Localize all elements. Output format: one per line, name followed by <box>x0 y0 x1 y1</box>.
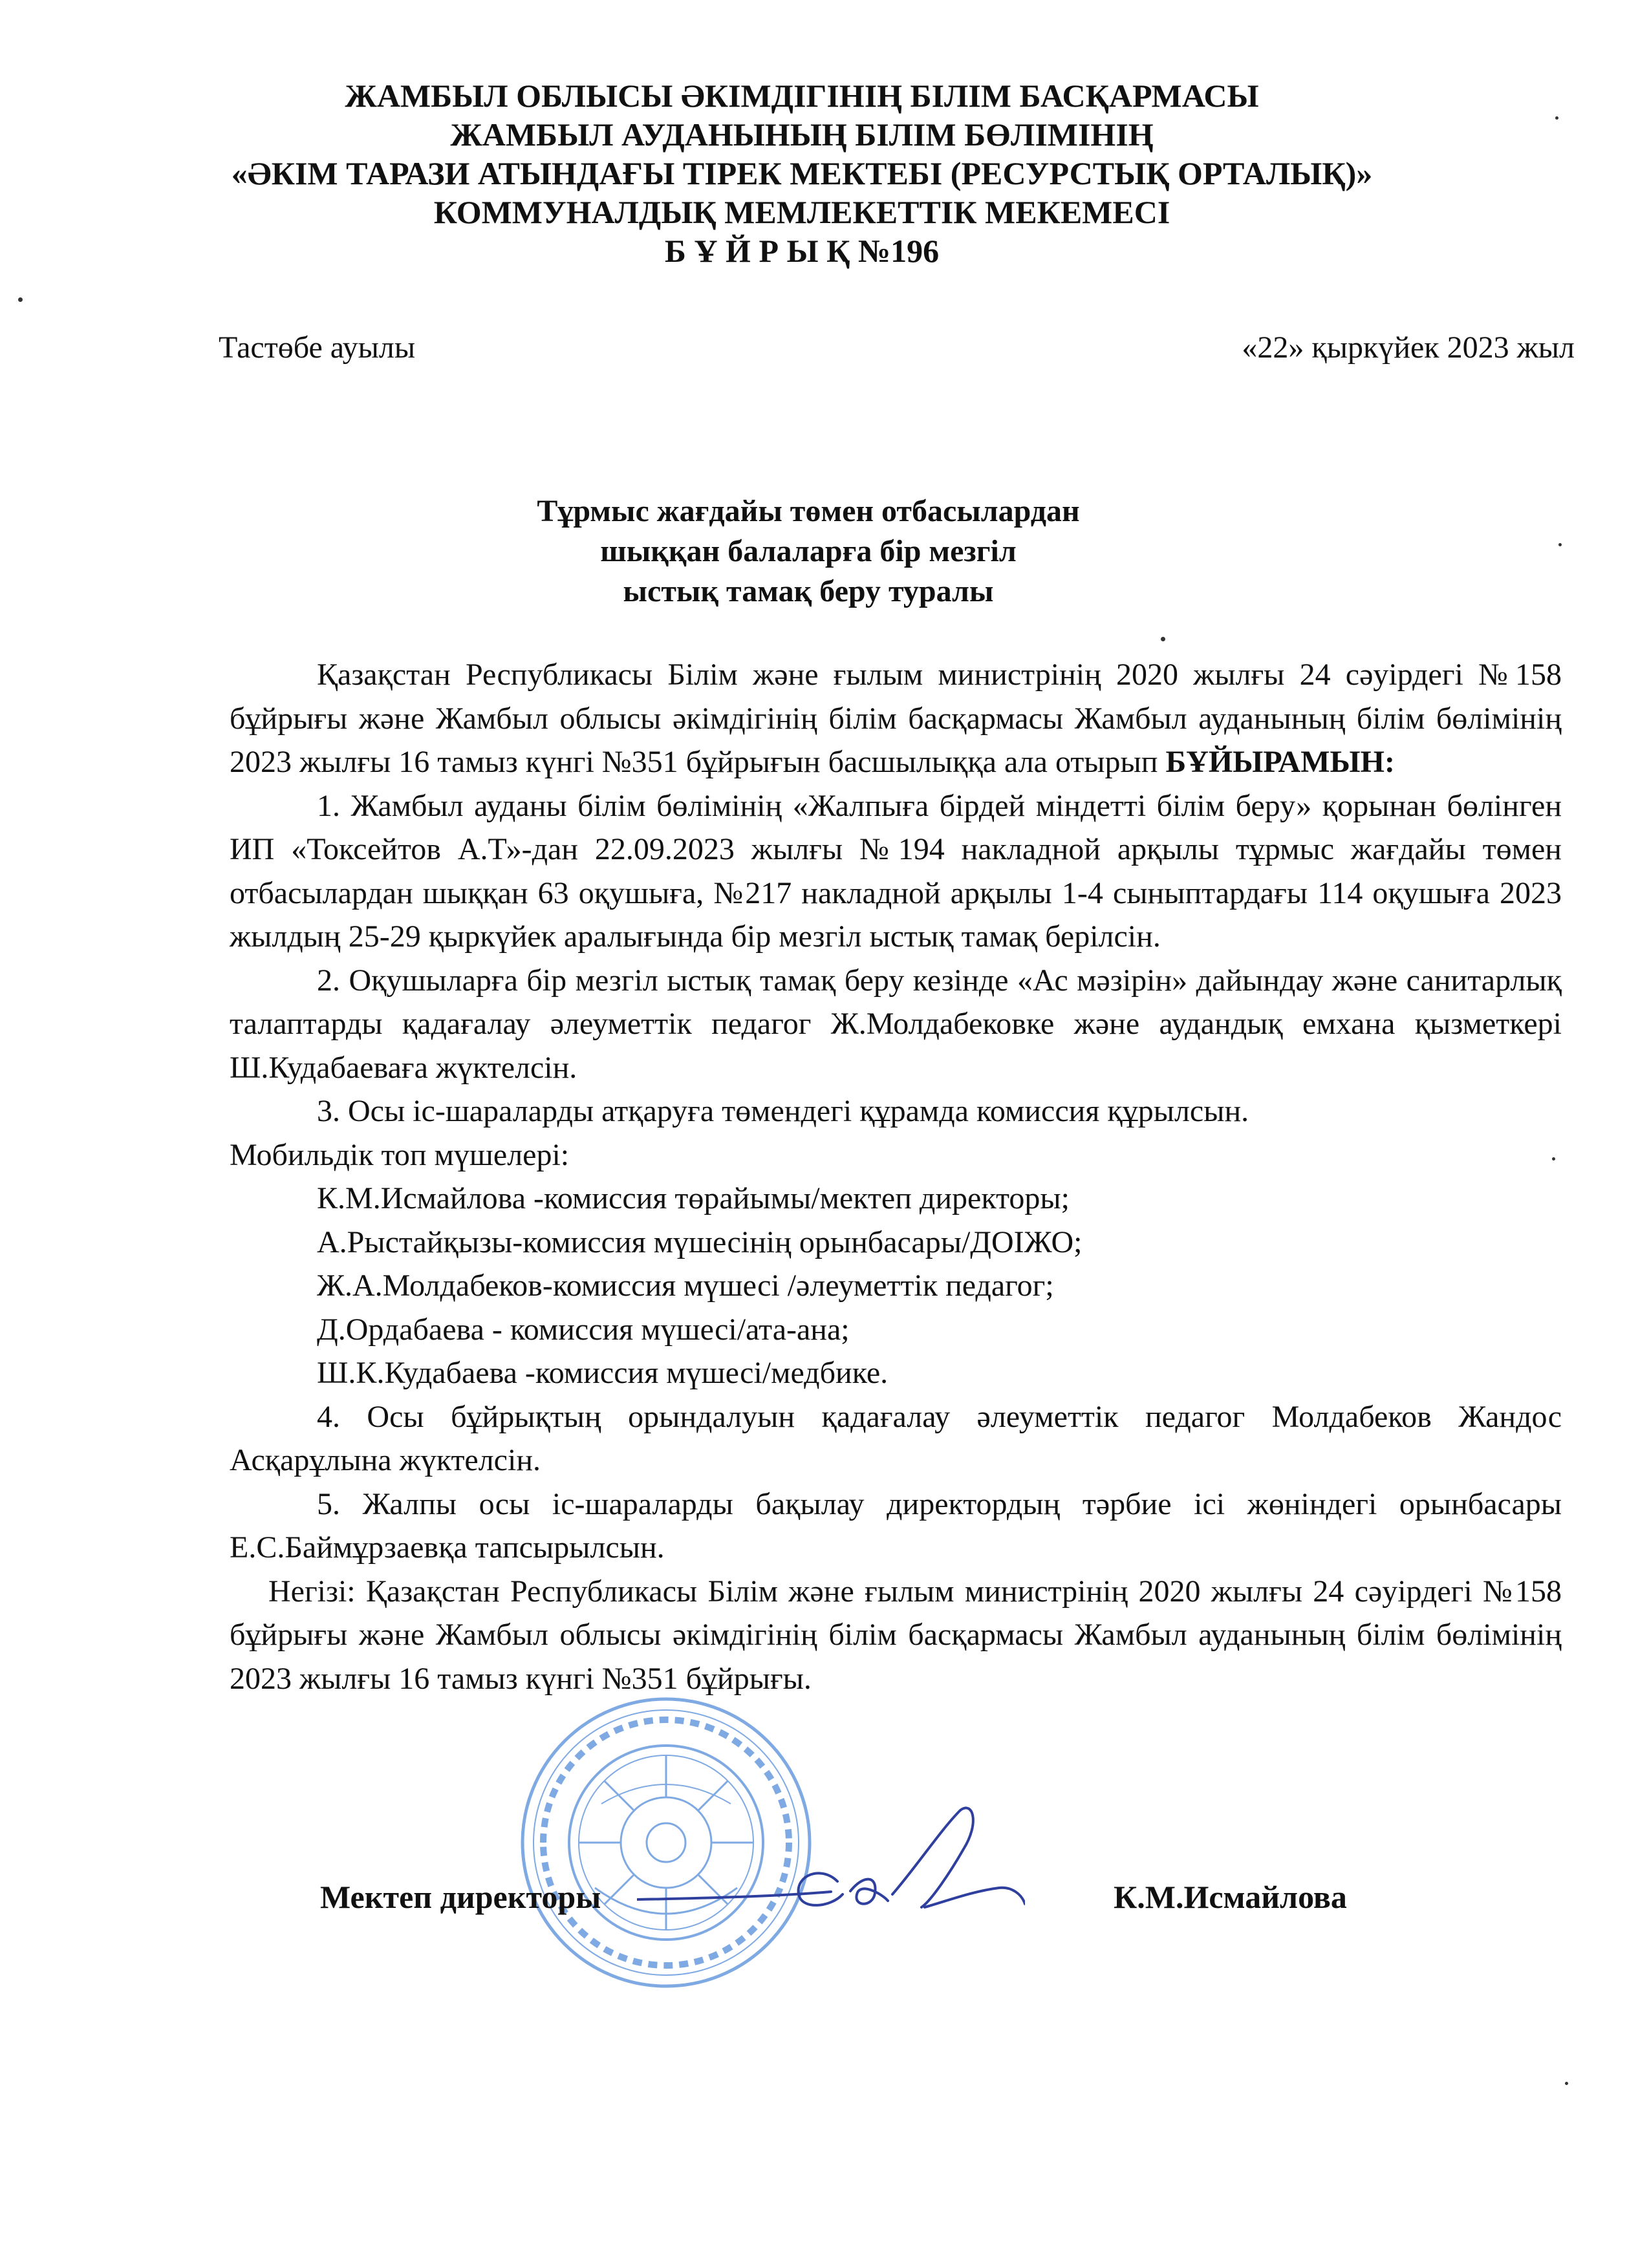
document-header <box>194 76 1410 270</box>
mobile-group-heading: Мобильдік топ мүшелері: <box>230 1137 570 1172</box>
member-item: К.М.Исмайлова -комиссия төрайымы/мектеп директоры; <box>317 1181 1070 1215</box>
order-word: БҰЙЫРАМЫН: <box>1165 745 1395 779</box>
intro-paragraph <box>230 653 1562 784</box>
header-line-4: КОММУНАЛДЫҚ МЕМЛЕКЕТТІК МЕКЕМЕСІ <box>433 194 1170 230</box>
signatory-role: Мектеп директоры <box>320 1879 601 1915</box>
order-body <box>230 653 1562 1700</box>
subject-line-3: ыстық тамақ беру туралы <box>623 574 994 608</box>
member-item: Д.Ордабаева - комиссия мүшесі/ата-ана; <box>317 1312 850 1347</box>
order-date: «22» қыркүйек 2023 жыл <box>1242 330 1575 365</box>
subject-line-2: шыққан балаларға бір мезгіл <box>600 534 1017 568</box>
member-item: Ш.К.Кудабаева -комиссия мүшесі/медбике. <box>317 1356 889 1390</box>
header-line-2: ЖАМБЫЛ АУДАНЫНЫҢ БІЛІМ БӨЛІМІНІҢ <box>450 116 1154 153</box>
item-3: 3. Осы іс-шараларды атқаруға төмендегі құрамда комиссия құрылсын. <box>317 1094 1249 1128</box>
item-1: 1. Жамбыл ауданы білім бөлімінің «Жалпыға бірдей міндетті білім беру» қорынан бөлінген ИП «Токсейтов А.Т»-дан 22.09.2023 жылғы №194 накладной арқылы тұрмыс жағдайы төмен отбасылардан шыққан 63 оқушыға, №217 накладной арқылы 1-4 сыныптардағы 114 оқушыға 2023 жылдың 25-29 қыркүйек аралығында бір мезгіл ыстық тамақ берілсін. <box>230 788 1562 954</box>
order-number: Б Ұ Й Р Ы Қ №196 <box>664 233 940 269</box>
order-subject <box>388 491 1229 612</box>
header-line-3: «ӘКІМ ТАРАЗИ АТЫНДАҒЫ ТІРЕК МЕКТЕБІ (РЕСУРСТЫҚ ОРТАЛЫҚ)» <box>231 155 1373 191</box>
scan-speck <box>1565 2082 1568 2085</box>
subject-line-1: Тұрмыс жағдайы төмен отбасылардан <box>537 494 1080 528</box>
member-item: Ж.А.Молдабеков-комиссия мүшесі /әлеуметтік педагог; <box>317 1268 1054 1303</box>
handwritten-signature <box>637 1804 1025 1952</box>
place-name: Тастөбе ауылы <box>219 330 416 365</box>
scan-speck <box>1558 543 1562 546</box>
item-4: 4. Осы бұйрықтың орындалуын қадағалау әлеуметтік педагог Молдабеков Жандос Асқарұлына жүктелсін. <box>230 1399 1562 1477</box>
scan-speck <box>18 297 23 302</box>
item-2: 2. Оқушыларға бір мезгіл ыстық тамақ беру кезінде «Ас мәзірін» дайындау және санитарлық талаптарды қадағалау әлеуметтік педагог Ж.Молдабековке және аудандық емхана қызметкері Ш.Кудабаеваға жүктелсін. <box>230 963 1562 1085</box>
item-5: 5. Жалпы осы іс-шараларды бақылау директордың тәрбие ісі жөніндегі орынбасары Е.С.Баймұрзаевқа тапсырылсын. <box>230 1486 1562 1565</box>
basis-paragraph: Негізі: Қазақстан Республикасы Білім және ғылым министрінің 2020 жылғы 24 сәуірдегі №158 бұйрығы және Жамбыл облысы әкімдігінің білім басқармасы Жамбыл ауданының білім бөлімінің 2023 жылғы 16 тамыз күнгі №351 бұйрығы. <box>230 1574 1562 1696</box>
member-item: А.Рыстайқызы-комиссия мүшесінің орынбасары/ДОІЖО; <box>317 1225 1083 1259</box>
header-line-1: ЖАМБЫЛ ОБЛЫСЫ ӘКІМДІГІНІҢ БІЛІМ БАСҚАРМАСЫ <box>345 78 1259 114</box>
scan-speck <box>1555 116 1558 120</box>
scan-speck <box>1161 637 1165 641</box>
scan-speck <box>1552 1157 1555 1161</box>
intro-text: Қазақстан Республикасы Білім және ғылым министрінің 2020 жылғы 24 сәуірдегі №158 бұйрығы және Жамбыл облысы әкімдігінің білім басқармасы Жамбыл ауданының білім бөлімінің 2023 жылғы 16 тамыз күнгі №351 бұйрығын басшылыққа ала отырып <box>230 658 1562 779</box>
signatory-name: К.М.Исмайлова <box>1114 1879 1347 1915</box>
